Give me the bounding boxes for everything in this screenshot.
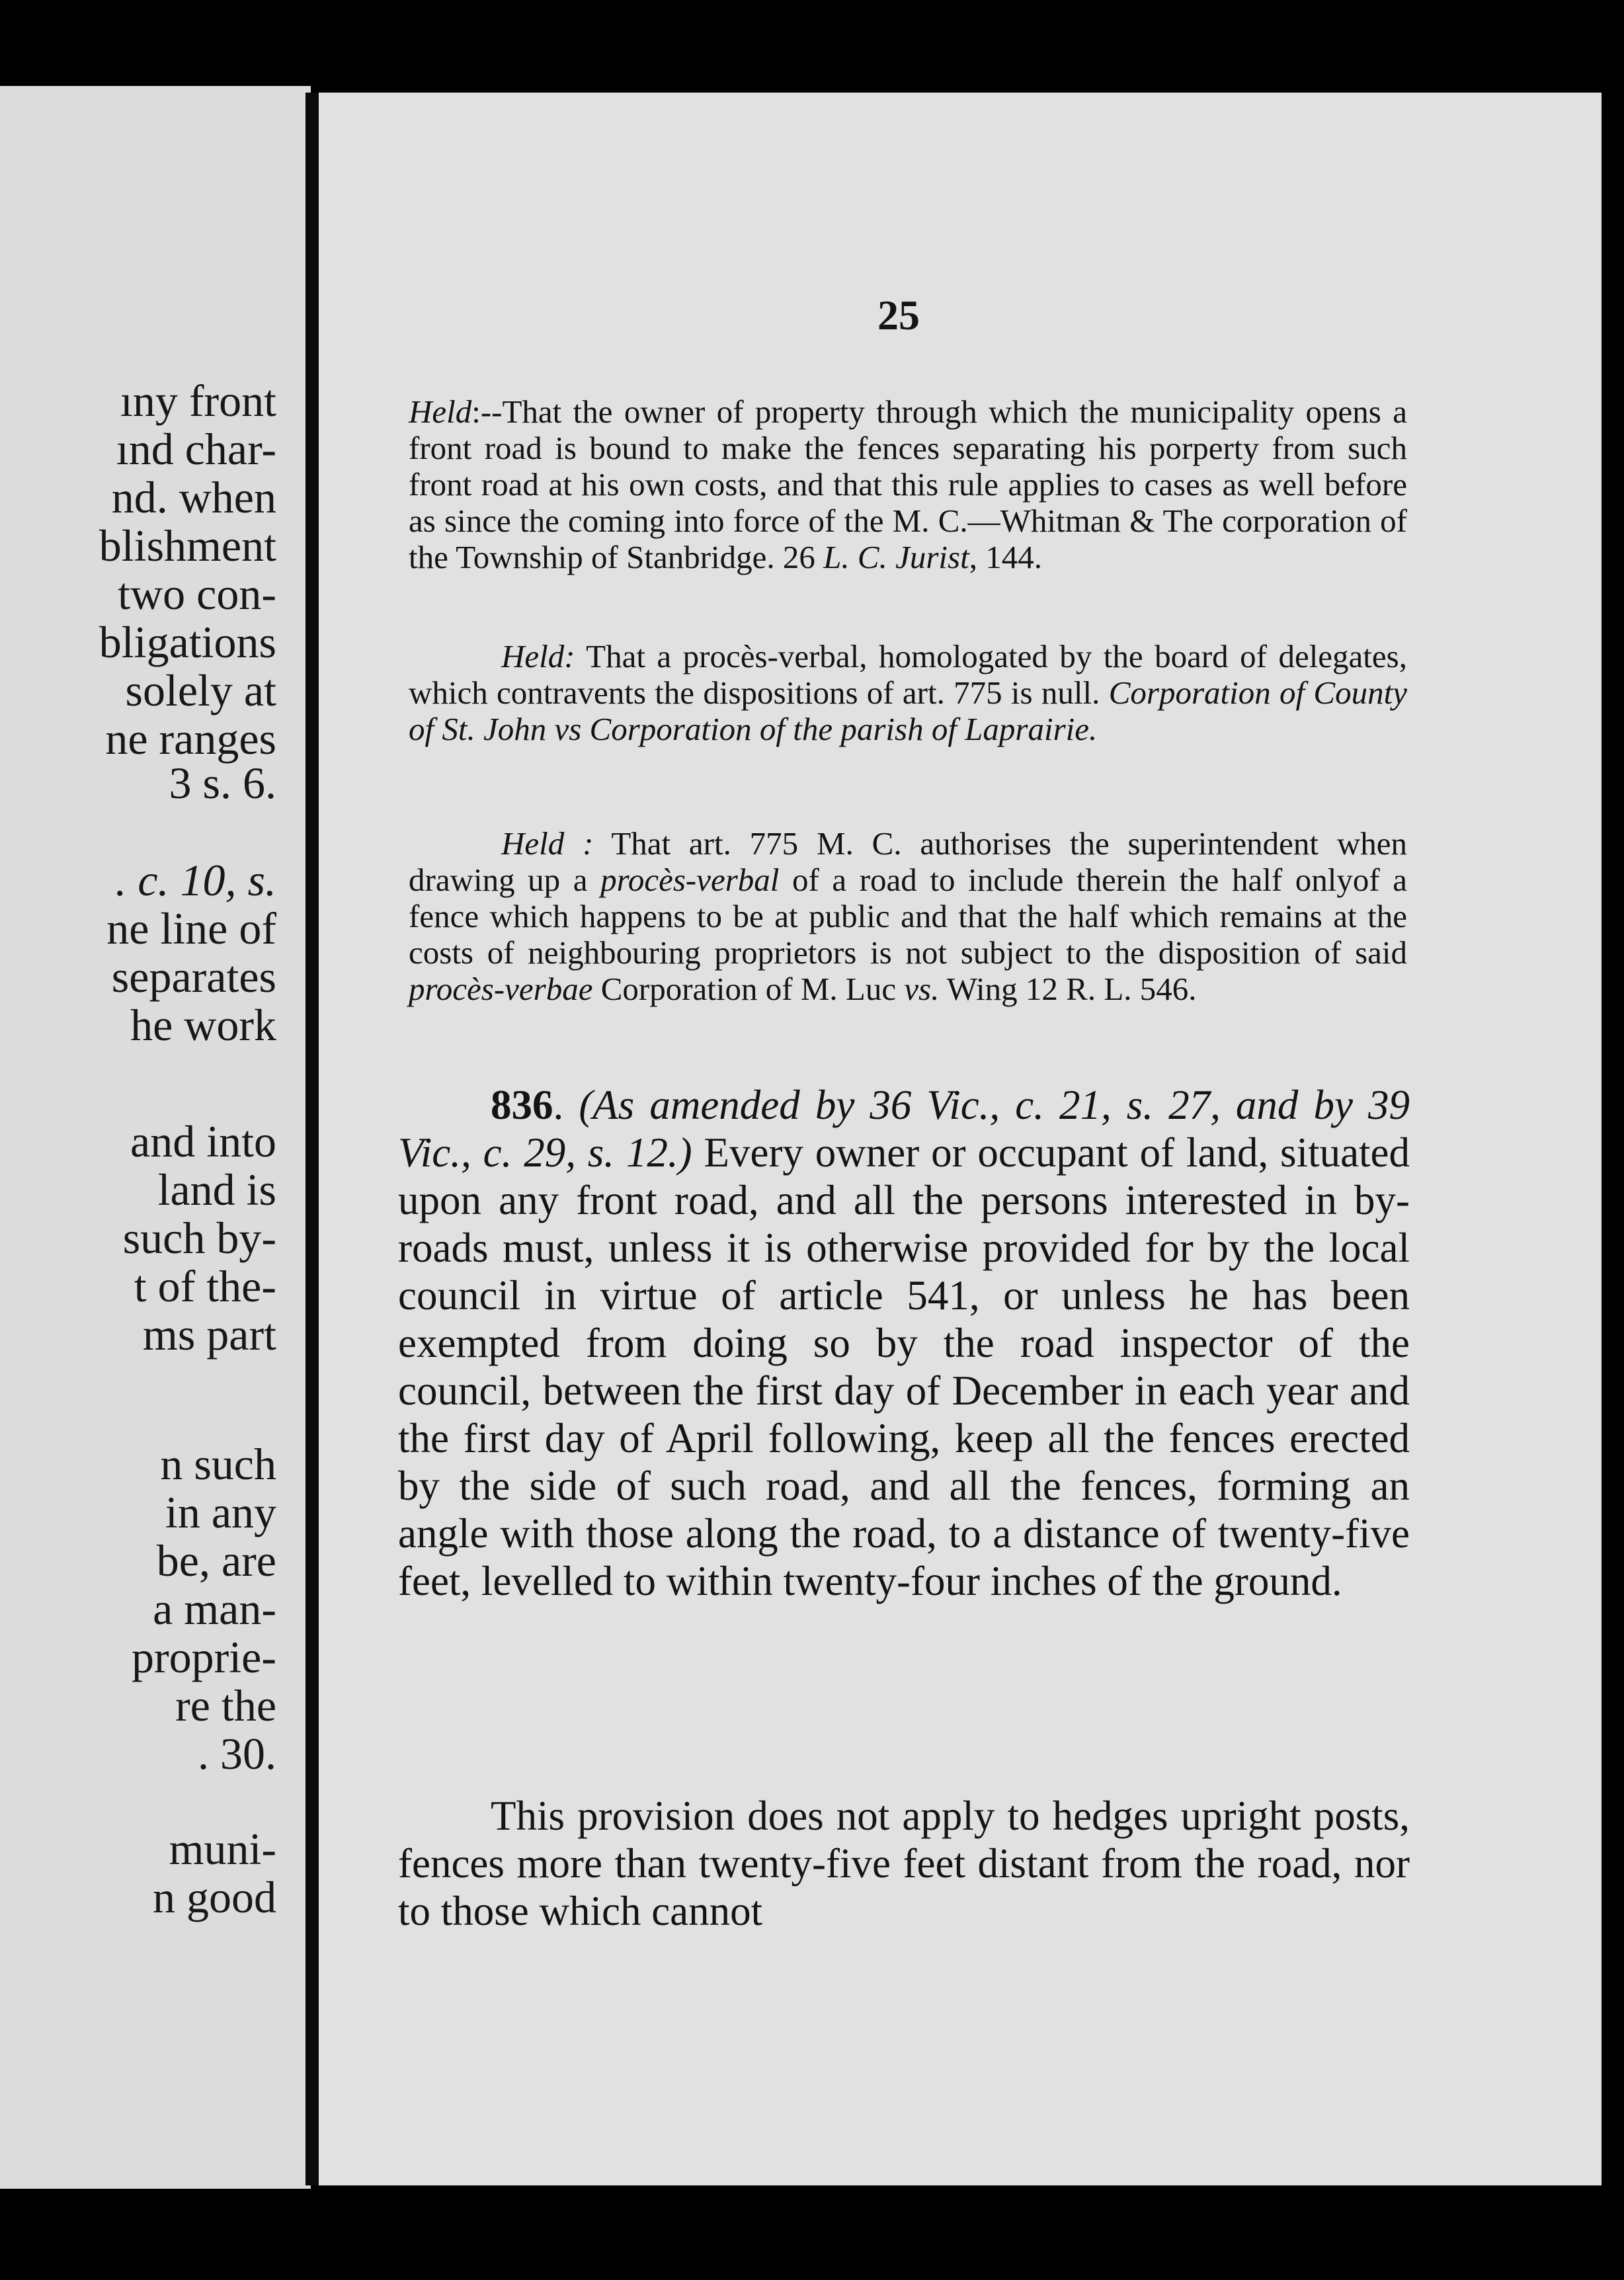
left-page-line: be, are xyxy=(156,1535,276,1586)
article-836: 836. (As amended by 36 Vic., c. 21, s. 27, and by 39 Vic., c. 29, s. 12.) Every owner or occupant of land, situated upon any front road, and all the persons interested in by-roads must, unless it is otherwise provided for by the local council in virtue of article 541, or unless he has been exempted from doing so by the road inspector of the council, between the first day of December in each year and the first day of April following, keep all the fences erected by the side of such road, and all the fences, forming an angle with those along the road, to a distance of twenty-five feet, levelled to within twenty-four inches of the ground. xyxy=(398,1082,1410,1604)
left-page-line: he work xyxy=(130,1000,276,1050)
held-label: Held: xyxy=(501,638,575,674)
left-page-line: solely at xyxy=(125,665,276,715)
left-page-line: . 30. xyxy=(198,1729,276,1779)
case-note-2 xyxy=(409,638,1407,747)
held-label: Held : xyxy=(501,825,594,862)
article-continuation: This provision does not apply to hedges upright posts, fences more than twenty-five feet distant from the road, nor to those which cannot xyxy=(398,1793,1410,1934)
left-page-line: re the xyxy=(175,1680,276,1730)
left-page-line: t of the- xyxy=(134,1261,276,1311)
article-body: Every owner or occupant of land, situated upon any front road, and all the persons interested in by-roads must, unless it is otherwise provided for by the local council in virtue of article 541, or unless he has been exempted from doing so by the road inspector of the council, between the first day of December in each year and the first day of April following, keep all the fences erected by the side of such road, and all the fences, forming an angle with those along the road, to a distance of twenty-five feet, levelled to within twenty-four inches of the ground. xyxy=(398,1129,1410,1604)
case-note-italic: vs. xyxy=(904,971,940,1007)
page-gutter xyxy=(305,93,319,2185)
case-note-3 xyxy=(409,825,1407,1007)
case-note-text: That art. 775 M. C. authorises the superintendent when drawing up a xyxy=(409,825,1407,898)
article-number: 836 xyxy=(491,1082,553,1128)
case-note-italic: procès-verbal xyxy=(600,862,780,898)
left-page-line: ne ranges xyxy=(105,713,276,764)
left-page-line: nd. when xyxy=(111,472,276,522)
left-page-line: land is xyxy=(157,1164,276,1215)
left-page-line: ıny front xyxy=(120,376,276,426)
left-page-line: n such xyxy=(160,1439,276,1489)
case-note-italic: procès-verbae xyxy=(409,971,593,1007)
right-page xyxy=(319,93,1602,2185)
left-page-line: such by- xyxy=(122,1213,276,1263)
left-page-line: separates xyxy=(111,952,276,1002)
case-citation: L. C. Jurist xyxy=(823,539,969,575)
left-page-line: . c. 10, s. xyxy=(115,855,276,905)
left-page-line: muni- xyxy=(169,1824,276,1874)
held-label: Held xyxy=(409,393,472,430)
left-page-line: and into xyxy=(130,1116,276,1166)
left-page-line: 3 s. 6. xyxy=(169,758,276,808)
left-page xyxy=(0,86,311,2189)
left-page-line: in any xyxy=(165,1487,276,1537)
article-amendment: (As amended by 36 Vic., c. 21, s. 27, and by 39 Vic., c. 29, s. 12.) xyxy=(398,1082,1410,1176)
case-note-tail: , 144. xyxy=(969,539,1042,575)
left-page-line: n good xyxy=(153,1872,276,1922)
case-note-text: Wing 12 R. L. 546. xyxy=(939,971,1197,1007)
left-page-line: proprie- xyxy=(131,1632,276,1682)
left-page-line: a man- xyxy=(153,1584,276,1634)
case-note-text: :--That the owner of property through which the municipality opens a front road is bound to make the fences separating his porperty from such front road at his own costs, and that this rule applies to cases as well before as since the coming into force of the M. C.—Whitman & The corporation of the Township of Stanbridge. 26 xyxy=(409,393,1407,575)
case-note-text: That a procès-verbal, homologated by the board of delegates, which contravents the dispositions of art. 775 is null. xyxy=(409,638,1407,711)
case-note-text: of a road to include therein the half onlyof a fence which happens to be at public and that the half which remains at the costs of neighbouring proprietors is not subject to the disposition of said xyxy=(409,862,1407,971)
left-page-line: two con- xyxy=(118,569,276,619)
case-note-1 xyxy=(409,393,1407,575)
page-number: 25 xyxy=(877,292,920,339)
left-page-line: ınd char- xyxy=(116,424,276,474)
left-page-line: blishment xyxy=(99,520,276,571)
case-note-text: Corporation of M. Luc xyxy=(592,971,905,1007)
left-page-line: ne line of xyxy=(106,903,276,954)
left-page-line: bligations xyxy=(99,617,276,667)
case-citation: Corporation of County of St. John vs Corporation of the parish of Laprairie. xyxy=(409,674,1407,747)
left-page-line: ms part xyxy=(142,1309,276,1360)
